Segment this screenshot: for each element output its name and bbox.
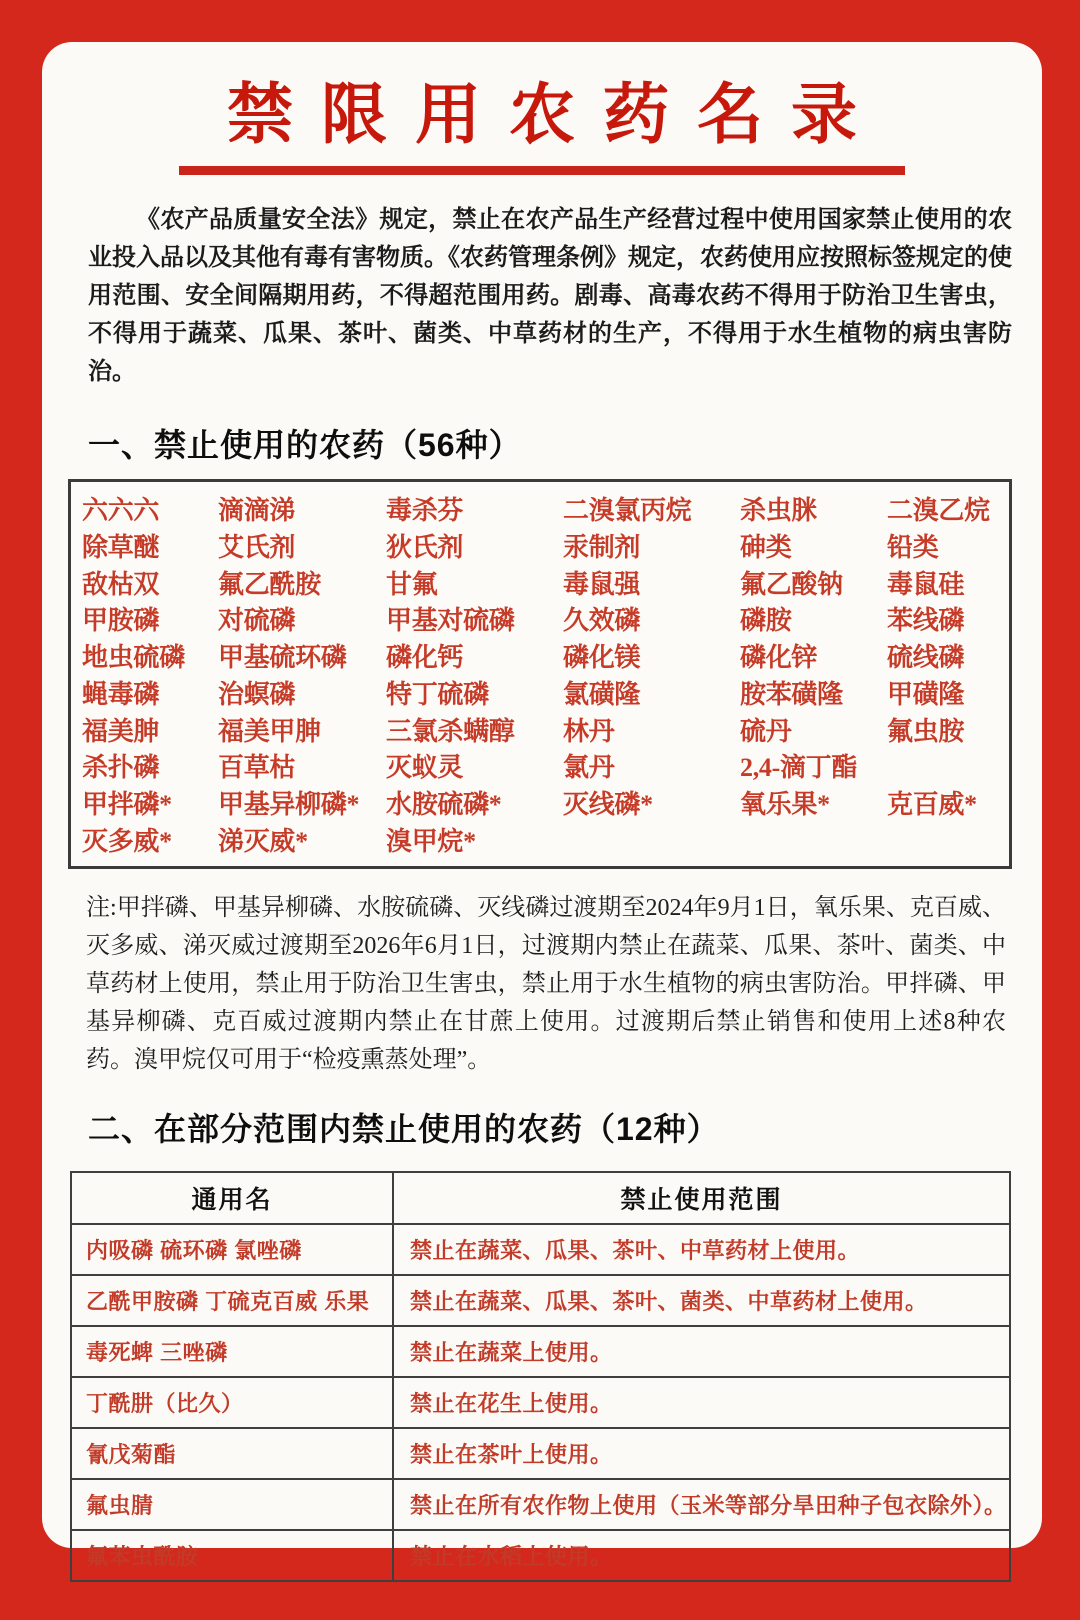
pesticide-name: 磷化镁 xyxy=(563,643,641,673)
pesticide-name: 六六六 xyxy=(82,495,160,525)
pesticide-name: 灭蚁灵 xyxy=(386,753,464,783)
title-underline xyxy=(179,166,905,175)
pesticide-name: 氟乙酰胺 xyxy=(218,569,321,599)
pesticide-name: 二溴氯丙烷 xyxy=(563,495,692,525)
pesticide-name: 蝇毒磷 xyxy=(82,679,160,709)
scope-cell: 禁止在所有农作物上使用（玉米等部分旱田种子包衣除外）。 xyxy=(393,1479,1010,1530)
pesticide-name: 灭线磷* xyxy=(563,790,653,820)
pesticide-name: 除草醚 xyxy=(82,532,160,562)
pesticide-name: 敌枯双 xyxy=(82,569,160,599)
scope-cell: 禁止在茶叶上使用。 xyxy=(393,1428,1010,1479)
pesticide-name: 甘氟 xyxy=(386,569,438,599)
pesticide-name: 甲基对硫磷 xyxy=(386,606,515,636)
section2-heading: 二、在部分范围内禁止使用的农药（12种） xyxy=(88,1110,720,1147)
pesticide-name: 克百威* xyxy=(887,790,977,820)
pesticide-name: 砷类 xyxy=(740,532,792,562)
pesticide-name: 苯线磷 xyxy=(887,606,965,636)
scope-cell: 禁止在蔬菜上使用。 xyxy=(393,1326,1010,1377)
pesticide-name: 硫丹 xyxy=(740,716,792,746)
intro-paragraph: 《农产品质量安全法》规定，禁止在农产品生产经营过程中使用国家禁止使用的农业投入品以及其他有毒有害物质。《农药管理条例》规定，农药使用应按照标签规定的使用范围、安全间隔期用药，不得超范围用药。剧毒、高毒农药不得用于防治卫生害虫，不得用于蔬菜、瓜果、茶叶、菌类、中草药材的生产，不得用于水生植物的病虫害防治。 xyxy=(88,206,1012,385)
table-row xyxy=(71,1224,1010,1275)
pesticide-name: 灭多威* xyxy=(82,827,172,857)
pesticide-name: 地虫硫磷 xyxy=(82,643,185,673)
table-row xyxy=(71,1326,1010,1377)
pesticide-cell: 内吸磷 硫环磷 氯唑磷 xyxy=(71,1224,393,1275)
pesticide-name: 氯磺隆 xyxy=(563,679,641,709)
pesticide-name: 对硫磷 xyxy=(218,606,296,636)
pesticide-name: 磷化钙 xyxy=(386,643,464,673)
pesticide-name: 氯丹 xyxy=(563,753,615,783)
pesticide-name: 三氯杀螨醇 xyxy=(386,716,515,746)
restrictions-table xyxy=(70,1171,1011,1582)
note-paragraph: 注:甲拌磷、甲基异柳磷、水胺硫磷、灭线磷过渡期至2024年9月1日，氧乐果、克百威、灭多威、涕灭威过渡期至2026年6月1日，过渡期内禁止在蔬菜、瓜果、茶叶、菌类、中草药材上使用，禁止用于防治卫生害虫，禁止用于水生植物的病虫害防治。甲拌磷、甲基异柳磷、克百威过渡期内禁止在甘蔗上使用。过渡期后禁止销售和使用上述8种农药。溴甲烷仅可用于“检疫熏蒸处理”。 xyxy=(86,894,1006,1073)
table-row xyxy=(71,1275,1010,1326)
pesticide-name: 艾氏剂 xyxy=(218,532,296,562)
table-header-cell: 通用名 xyxy=(71,1172,393,1224)
pesticide-name: 铅类 xyxy=(887,532,939,562)
pesticide-name: 特丁硫磷 xyxy=(386,679,489,709)
pesticide-name: 毒鼠硅 xyxy=(887,569,965,599)
pesticide-name: 林丹 xyxy=(563,716,615,746)
pesticide-name: 治螟磷 xyxy=(218,679,296,709)
pesticide-cell: 乙酰甲胺磷 丁硫克百威 乐果 xyxy=(71,1275,393,1326)
pesticide-name: 久效磷 xyxy=(563,606,641,636)
pesticide-grid xyxy=(68,479,1012,869)
pesticide-name: 毒杀芬 xyxy=(386,495,464,525)
pesticide-name: 福美甲胂 xyxy=(218,716,321,746)
pesticide-name: 甲基硫环磷 xyxy=(218,643,347,673)
pesticide-name: 甲基异柳磷* xyxy=(218,790,360,820)
pesticide-name: 百草枯 xyxy=(218,753,296,783)
scope-cell: 禁止在花生上使用。 xyxy=(393,1377,1010,1428)
pesticide-name: 汞制剂 xyxy=(563,532,641,562)
pesticide-name: 二溴乙烷 xyxy=(887,495,990,525)
pesticide-name: 福美胂 xyxy=(82,716,160,746)
page-title: 禁限用农药名录 xyxy=(227,79,885,152)
pesticide-name: 胺苯磺隆 xyxy=(740,679,843,709)
scope-cell: 禁止在蔬菜、瓜果、茶叶、菌类、中草药材上使用。 xyxy=(393,1275,1010,1326)
pesticide-name: 氟虫胺 xyxy=(887,716,965,746)
table-row xyxy=(71,1479,1010,1530)
section1-heading: 一、禁止使用的农药（56种） xyxy=(88,427,522,463)
table-body xyxy=(71,1224,1010,1581)
pesticide-name: 毒鼠强 xyxy=(563,569,641,599)
pesticide-name: 甲磺隆 xyxy=(887,679,965,709)
pesticide-name: 甲拌磷* xyxy=(82,790,172,820)
table-head xyxy=(71,1172,1010,1224)
pesticide-name: 氟乙酸钠 xyxy=(740,569,843,599)
table-header-cell: 禁止使用范围 xyxy=(393,1172,1010,1224)
pesticide-name: 磷化锌 xyxy=(740,643,818,673)
scope-cell: 禁止在水稻上使用。 xyxy=(393,1530,1010,1581)
table-row xyxy=(71,1428,1010,1479)
pesticide-name: 甲胺磷 xyxy=(82,606,160,636)
table-row xyxy=(71,1377,1010,1428)
pesticide-cell: 氰戊菊酯 xyxy=(71,1428,393,1479)
pesticide-name: 杀扑磷 xyxy=(82,753,160,783)
pesticide-name: 杀虫脒 xyxy=(740,495,818,525)
table-header-row xyxy=(71,1172,1010,1224)
pesticide-name: 氧乐果* xyxy=(740,790,830,820)
pesticide-name: 水胺硫磷* xyxy=(386,790,502,820)
pesticide-name: 磷胺 xyxy=(740,606,792,636)
pesticide-name: 狄氏剂 xyxy=(386,532,464,562)
pesticide-cell: 毒死蜱 三唑磷 xyxy=(71,1326,393,1377)
pesticide-cell: 氟苯虫酰胺 xyxy=(71,1530,393,1581)
scope-cell: 禁止在蔬菜、瓜果、茶叶、中草药材上使用。 xyxy=(393,1224,1010,1275)
pesticide-name: 滴滴涕 xyxy=(218,495,296,525)
pesticide-name: 涕灭威* xyxy=(218,827,308,857)
pesticide-cell: 丁酰肼（比久） xyxy=(71,1377,393,1428)
poster-sheet xyxy=(42,42,1042,1569)
pesticide-name: 硫线磷 xyxy=(887,643,965,673)
pesticide-name: 溴甲烷* xyxy=(386,827,476,857)
pesticide-name: 2,4-滴丁酯 xyxy=(740,753,858,783)
table-row xyxy=(71,1530,1010,1581)
pesticide-cell: 氟虫腈 xyxy=(71,1479,393,1530)
